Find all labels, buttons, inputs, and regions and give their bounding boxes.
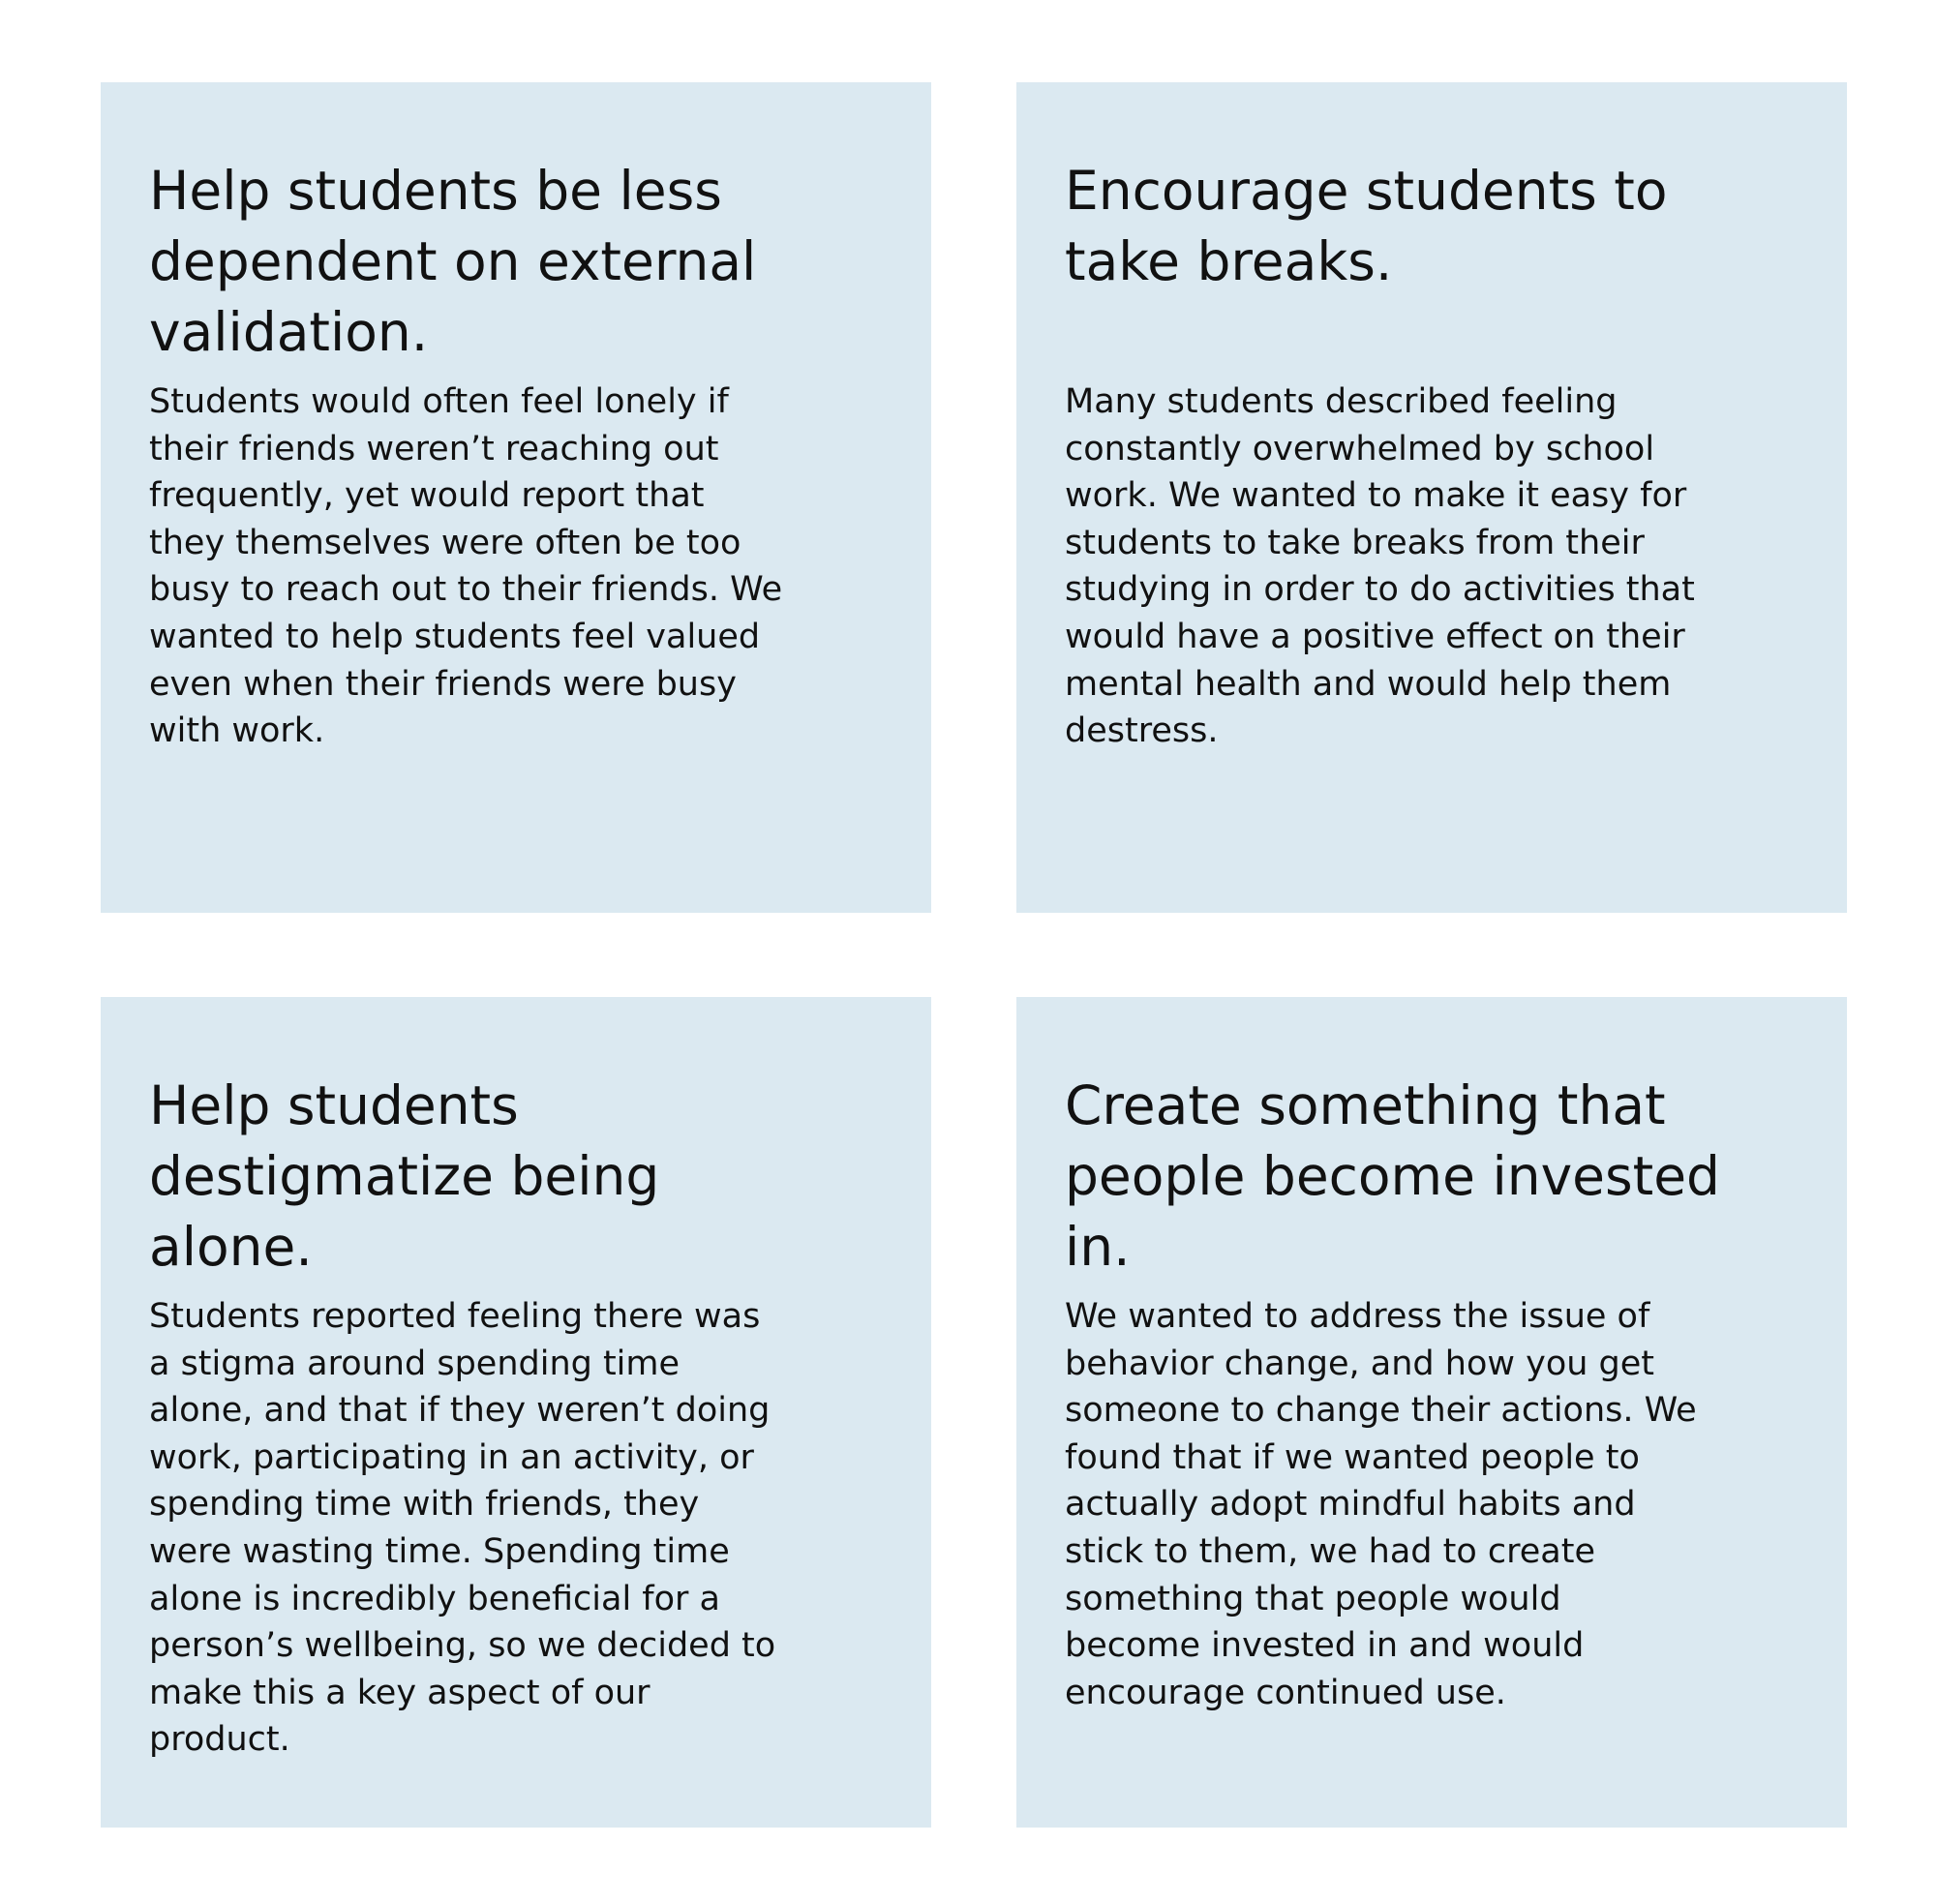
goal-card-external-validation — [101, 82, 931, 913]
card-title: Encourage students to take breaks. — [1065, 160, 1668, 292]
card-title: Help students destigmatize being alone. — [149, 1074, 660, 1278]
card-body: Many students described feeling constantly overwhelmed by school work. We wanted to make it easy for students to take breaks from their studying in order to do activities that would have a positive effect on their mental health and would help them destress. — [1065, 382, 1695, 751]
card-body: We wanted to address the issue of behavior change, and how you get someone to change their actions. We found that if we wanted people to actually adopt mindful habits and stick to them, we had to create something that people would become invested in and would encourage continued use. — [1065, 1297, 1697, 1712]
card-body: Students reported feeling there was a stigma around spending time alone, and that if they weren’t doing work, participating in an activity, or spending time with friends, they were wasting time. Spending time alone is incredibly beneficial for a person’s wellbeing, so we decided to make this a key aspect of our product. — [149, 1297, 776, 1760]
goal-card-destigmatize-alone — [101, 997, 931, 1828]
card-body: Students would often feel lonely if their friends weren’t reaching out frequently, yet would report that they themselves were often be too busy to reach out to their friends. We wanted to help students feel valued even when their friends were busy with work. — [149, 382, 783, 751]
goal-card-become-invested — [1016, 997, 1847, 1828]
card-title: Help students be less dependent on external validation. — [149, 160, 757, 363]
card-title: Create something that people become invested in. — [1065, 1074, 1720, 1278]
goal-card-take-breaks — [1016, 82, 1847, 913]
